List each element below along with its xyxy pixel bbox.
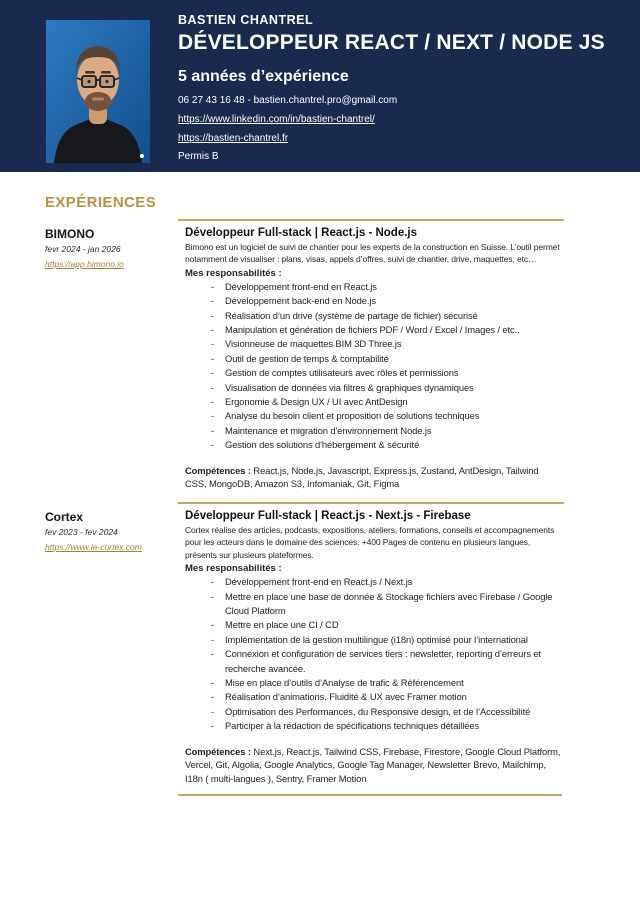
header-banner — [0, 0, 640, 172]
company-description: Bimono est un logiciel de suivi de chantier pour les experts de la construction en Suisse. L’outil permet notamment de visualiser : plans, visas, appels d’offres, suivi de chantier, drive, maquettes, etc… — [185, 242, 560, 265]
experience-bimono — [45, 219, 564, 491]
role-title: Développeur Full-stack | React.js - Next.js - Firebase — [185, 510, 471, 522]
responsibility-item: - Visionneuse de maquettes BIM 3D Three.js — [211, 337, 562, 351]
profile-photo — [46, 20, 150, 163]
candidate-name: BASTIEN CHANTREL — [178, 13, 314, 27]
phone-email-line: 06 27 43 16 48 - bastien.chantrel.pro@gmail.com — [178, 95, 398, 106]
company-dates: fev 2023 - fev 2024 — [45, 527, 118, 537]
responsibilities-label: Mes responsabilités : — [185, 563, 282, 575]
responsibilities-list — [185, 575, 562, 733]
skills-text: Next.js, React.js, Tailwind CSS, Firebase, Firestore, Google Cloud Platform, Vercel, Git, Algolia, Google Analytics, Google Tag Manager, Newsletter Brevo, Mailchimp, I18n ( multi-langues ), Sentry, Framer Motion — [185, 745, 561, 784]
experience-sidebar — [45, 219, 178, 272]
responsibility-item: - Gestion de comptes utilisateurs avec rôles et permissions — [211, 366, 562, 380]
skills-label: Compétences : — [185, 745, 251, 757]
responsibility-item: - Manipulation et génération de fichiers PDF / Word / Excel / Images / etc.. — [211, 323, 562, 337]
role-title: Développeur Full-stack | React.js - Node.js — [185, 227, 418, 239]
experience-content — [178, 502, 564, 796]
responsibility-item: - Optimisation des Performances, du Responsive design, et de l’Accessibilité — [211, 705, 562, 719]
experience-cortex — [45, 502, 564, 796]
responsibility-item: - Mettre en place une CI / CD — [211, 618, 562, 632]
job-title: DÉVELOPPEUR REACT / NEXT / NODE JS — [178, 31, 605, 54]
driving-permit: Permis B — [178, 151, 219, 162]
linkedin-link[interactable]: https://www.linkedin.com/in/bastien-chantrel/ — [178, 114, 375, 125]
website-link[interactable]: https://bastien-chantrel.fr — [178, 133, 289, 144]
experiences-heading: EXPÉRIENCES — [45, 194, 157, 211]
company-link[interactable]: https://www.le-cortex.com — [45, 542, 142, 552]
responsibilities-label: Mes responsabilités : — [185, 267, 282, 279]
profile-photo-illustration — [46, 20, 150, 163]
responsibility-item: - Connexion et configuration de services tiers : newsletter, reporting d’erreurs et recherche avancée. — [211, 647, 562, 676]
responsibility-item: - Analyse du besoin client et proposition de solutions techniques — [211, 409, 562, 423]
responsibility-item: - Ergonomie & Design UX / UI avec AntDesign — [211, 395, 562, 409]
responsibility-item: - Développement front-end en React.js — [211, 280, 562, 294]
responsibility-item: - Implémentation de la gestion multilingue (i18n) optimisé pour l’international — [211, 633, 562, 647]
responsibility-item: - Développement front-end en React.js / Next.js — [211, 575, 562, 589]
responsibility-item: - Développement back-end en Node.js — [211, 294, 562, 308]
experience-sidebar — [45, 502, 178, 555]
responsibility-item: - Gestion des solutions d'hébergement & sécurité — [211, 438, 562, 452]
responsibility-item: - Mise en place d’outils d’Analyse de trafic & Référencement — [211, 676, 562, 690]
responsibilities-list — [185, 280, 562, 453]
company-name: BIMONO — [45, 227, 95, 241]
responsibility-item: - Maintenance et migration d'environnement Node.js — [211, 424, 562, 438]
company-description: Cortex réalise des articles, podcasts, expositions, ateliers, formations, conseils et accompagnements pour les acteurs dans le domaine des sciences. +400 Pages de contenu en plusieurs langues, présents sur plusieurs plateformes. — [185, 525, 555, 560]
skills-line — [185, 464, 562, 491]
header-info — [178, 13, 618, 162]
experience-years: 5 années d’expérience — [178, 68, 349, 85]
responsibility-item: - Outil de gestion de temps & comptabilité — [211, 352, 562, 366]
responsibility-item: - Réalisation d’animations, Fluidité & UX avec Framer motion — [211, 690, 562, 704]
responsibility-item: - Réalisation d’un drive (système de partage de fichier) sécurisé — [211, 309, 562, 323]
responsibility-item: - Visualisation de données via filtres & graphiques dynamiques — [211, 381, 562, 395]
responsibility-item: - Mettre en place une base de donnée & Stockage fichiers avec Firebase / Google Cloud Platform — [211, 590, 562, 619]
skills-line — [185, 745, 562, 786]
skills-label: Compétences : — [185, 464, 251, 476]
closing-divider — [178, 794, 562, 796]
skills-text: React.js, Node.js, Javascript, Express.js, Zustand, AntDesign, Tailwind CSS, MongoDB, Amazon S3, Infomaniak, Git, Figma — [185, 464, 539, 490]
company-link[interactable]: https://app.bimono.io — [45, 259, 124, 269]
responsibility-item: - Participer à la rédaction de spécifications techniques détaillées — [211, 719, 562, 733]
company-name: Cortex — [45, 510, 84, 524]
experience-content — [178, 219, 564, 491]
company-dates: fevr 2024 - jan 2026 — [45, 244, 121, 254]
